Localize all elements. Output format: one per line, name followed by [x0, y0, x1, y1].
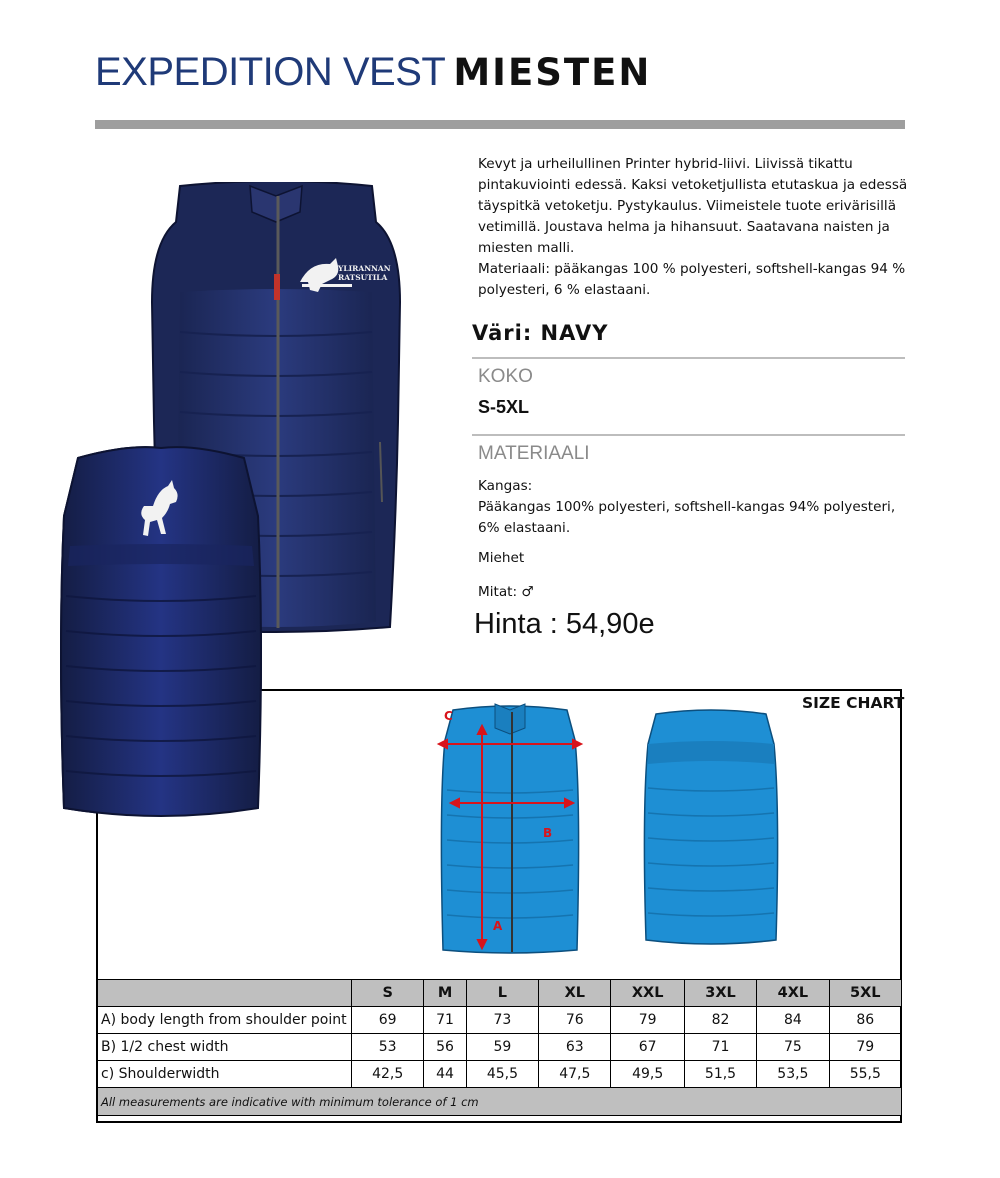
- size-chart-title: SIZE CHART: [802, 694, 905, 712]
- front-logo-line1: YLIRANNAN: [338, 264, 391, 273]
- title-divider: [95, 120, 905, 129]
- table-cell: 71: [684, 1034, 756, 1061]
- page-title: [95, 50, 651, 95]
- row-label: c) Shoulderwidth: [98, 1061, 352, 1088]
- vest-back-overlay: [58, 446, 264, 824]
- diagram-vest-back: [638, 708, 784, 952]
- size-col-xl: XL: [539, 980, 611, 1007]
- table-row: [98, 1061, 902, 1088]
- marker-c: C: [444, 709, 453, 723]
- section-divider: [472, 434, 905, 436]
- description-text: Kevyt ja urheilullinen Printer hybrid-liivi. Liivissä tikattu pintakuviointi edessä. Kaksi vetoketjullista etutaskua ja edessä täyspitkä vetoketju. Pystykaulus. Viimeistele tuote erivärisillä vetimillä. Joustava helma ja hihansuut. Saatavana naisten ja miesten malli.: [478, 156, 908, 256]
- table-cell: 47,5: [539, 1061, 611, 1088]
- table-cell: 76: [539, 1007, 611, 1034]
- fabric-label: Kangas:: [478, 478, 533, 494]
- size-col-m: M: [424, 980, 466, 1007]
- size-col-3xl: 3XL: [684, 980, 756, 1007]
- table-cell: 51,5: [684, 1061, 756, 1088]
- table-row: [98, 1034, 902, 1061]
- table-cell: 71: [424, 1007, 466, 1034]
- table-footer-row: [98, 1088, 902, 1116]
- marker-b: B: [543, 826, 553, 840]
- table-cell: 49,5: [611, 1061, 684, 1088]
- diagram-vest-front: [425, 700, 595, 960]
- size-col-xxl: XXL: [611, 980, 684, 1007]
- section-divider: [472, 357, 905, 359]
- table-cell: 55,5: [829, 1061, 901, 1088]
- table-cell: 67: [611, 1034, 684, 1061]
- table-cell: 82: [684, 1007, 756, 1034]
- measurements-label: Mitat: ♂: [478, 584, 534, 600]
- table-cell: 45,5: [466, 1061, 538, 1088]
- size-col-s: S: [352, 980, 424, 1007]
- price: Hinta : 54,90e: [474, 608, 655, 640]
- table-cell: 75: [757, 1034, 829, 1061]
- gender-text: Miehet: [478, 550, 525, 566]
- table-cell: 59: [466, 1034, 538, 1061]
- table-row: [98, 1007, 902, 1034]
- title-gender: MIESTEN: [453, 51, 652, 94]
- material-details: [478, 476, 908, 539]
- row-label: B) 1/2 chest width: [98, 1034, 352, 1061]
- table-cell: 42,5: [352, 1061, 424, 1088]
- size-range: S-5XL: [478, 397, 530, 417]
- size-table: [97, 979, 902, 1116]
- description-material: Materiaali: pääkangas 100 % polyesteri, softshell-kangas 94 % polyesteri, 6 % elastaani.: [478, 261, 906, 298]
- table-cell: 56: [424, 1034, 466, 1061]
- table-cell: 84: [757, 1007, 829, 1034]
- row-label: A) body length from shoulder point: [98, 1007, 352, 1034]
- front-logo-line2: RATSUTILA: [338, 273, 388, 282]
- size-col-l: L: [466, 980, 538, 1007]
- fabric-text: Pääkangas 100% polyesteri, softshell-kangas 94% polyesteri, 6% elastaani.: [478, 499, 896, 536]
- table-cell: 79: [611, 1007, 684, 1034]
- marker-a: A: [493, 919, 503, 933]
- table-header-row: [98, 980, 902, 1007]
- size-col-5xl: 5XL: [829, 980, 901, 1007]
- table-cell: 79: [829, 1034, 901, 1061]
- table-cell: 86: [829, 1007, 901, 1034]
- material-label: MATERIAALI: [478, 443, 590, 464]
- size-col-4xl: 4XL: [757, 980, 829, 1007]
- table-cell: 73: [466, 1007, 538, 1034]
- title-product-name: EXPEDITION VEST: [95, 50, 446, 94]
- table-cell: 53: [352, 1034, 424, 1061]
- size-label: KOKO: [478, 366, 533, 387]
- table-cell: 63: [539, 1034, 611, 1061]
- color-heading: Väri: NAVY: [472, 321, 609, 345]
- product-description: [478, 154, 908, 301]
- table-cell: 69: [352, 1007, 424, 1034]
- table-cell: 53,5: [757, 1061, 829, 1088]
- table-header-blank: [98, 980, 352, 1007]
- table-cell: 44: [424, 1061, 466, 1088]
- table-footnote: All measurements are indicative with minimum tolerance of 1 cm: [98, 1088, 902, 1116]
